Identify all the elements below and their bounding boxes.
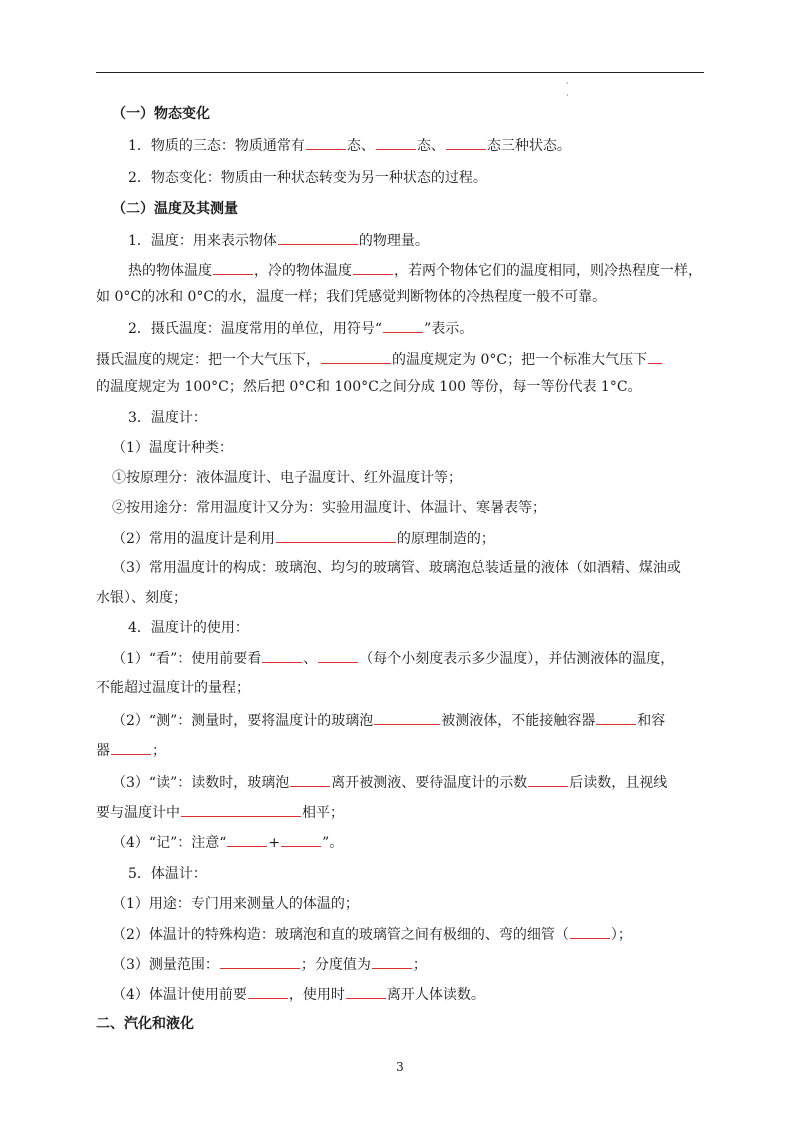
answer-blank[interactable] [321,349,391,364]
text-line: （1）温度计种类： [112,440,233,456]
text-line: 1．温度：用来表示物体 的物理量。 [128,230,429,251]
answer-blank[interactable] [374,710,440,725]
text-line: ②按用途分：常用温度计又分为：实验用温度计、体温计、寒暑表等； [112,500,546,516]
answer-blank[interactable] [383,318,423,333]
answer-blank[interactable] [290,772,330,787]
answer-blank[interactable] [181,802,301,817]
text-line: 不能超过温度计的量程； [96,680,250,696]
text-line: （3）常用温度计的构成：玻璃泡、均匀的玻璃管、玻璃泡总装适量的液体（如酒精、煤油或 [112,560,681,576]
answer-blank[interactable] [262,648,302,663]
section-heading: （一）物态变化 [112,106,210,122]
text-line: （2）体温计的特殊构造：玻璃泡和直的玻璃管之间有极细的、弯的细管（ ）； [112,924,632,945]
answer-blank[interactable] [318,648,358,663]
answer-blank[interactable] [346,984,386,999]
text-line: （4）体温计使用前要 ，使用时 离开人体读数。 [112,984,485,1005]
answer-blank[interactable] [372,954,412,969]
text-line: 5．体温计： [128,866,207,882]
answer-blank[interactable] [227,832,267,847]
answer-blank[interactable] [596,710,636,725]
text-line: 3．温度计： [128,410,207,426]
text-line: 水银）、刻度； [96,590,187,606]
text-line: 2．物态变化：物质由一种状态转变为另一种状态的过程。 [128,170,487,186]
text-line: （3）测量范围： ；分度值为 ； [112,954,427,975]
text-line: 如 0°C的冰和 0°C的水，温度一样；我们凭感觉判断物体的冷热程度一般不可靠。 [96,289,607,305]
answer-blank[interactable] [306,135,346,150]
answer-blank[interactable] [213,260,253,275]
text-line: （1）用途：专门用来测量人的体温的； [112,896,359,912]
text-line: 4．温度计的使用： [128,620,249,636]
text-line: 摄氏温度的规定：把一个大气压下， 的温度规定为 0°C；把一个标准大气压下 [96,349,663,370]
section-heading: （二）温度及其测量 [112,201,238,217]
text-line: （1）“看”：使用前要看 、 （每个小刻度表示多少温度），并估测液体的温度， [112,648,674,669]
text-line: 器 ； [96,740,166,761]
answer-blank[interactable] [353,260,393,275]
answer-blank[interactable] [276,528,396,543]
text-line: 2．摄氏温度：温度常用的单位，用符号“ ”表示。 [128,318,473,339]
text-line: （4）“记”：注意“ + ”。 [112,832,343,853]
text-line: （2）“测”：测量时，要将温度计的玻璃泡 被测液体，不能接触容器 和容 [112,710,665,731]
answer-blank[interactable] [281,832,321,847]
answer-blank[interactable] [376,135,416,150]
text-line: （2）常用的温度计是利用 的原理制造的； [112,528,495,549]
header-marks: · · [566,79,569,100]
text-line: 1．物质的三态：物质通常有 态、 态、 态三种状态。 [128,135,571,156]
text-line: （3）“读”：读数时，玻璃泡 离开被测液、要待温度计的示数 后读数，且视线 [112,772,667,793]
text-line: 要与温度计中 相平； [96,802,344,823]
answer-blank[interactable] [528,772,568,787]
answer-blank[interactable] [648,349,662,364]
text-line: 热的物体温度 ，冷的物体温度 ，若两个物体它们的温度相同，则冷热程度一样， [128,260,702,281]
answer-blank[interactable] [248,984,288,999]
text-line: ①按原理分：液体温度计、电子温度计、红外温度计等； [112,470,462,486]
answer-blank[interactable] [278,230,358,245]
answer-blank[interactable] [446,135,486,150]
answer-blank[interactable] [570,924,610,939]
section-heading: 二、汽化和液化 [96,1016,194,1032]
page-number: 3 [396,1060,404,1074]
header-rule [96,72,704,73]
text-line: 的温度规定为 100°C；然后把 0°C和 100°C之间分成 100 等份，每一等份代表 1°C。 [96,379,642,395]
answer-blank[interactable] [220,954,300,969]
answer-blank[interactable] [111,740,151,755]
